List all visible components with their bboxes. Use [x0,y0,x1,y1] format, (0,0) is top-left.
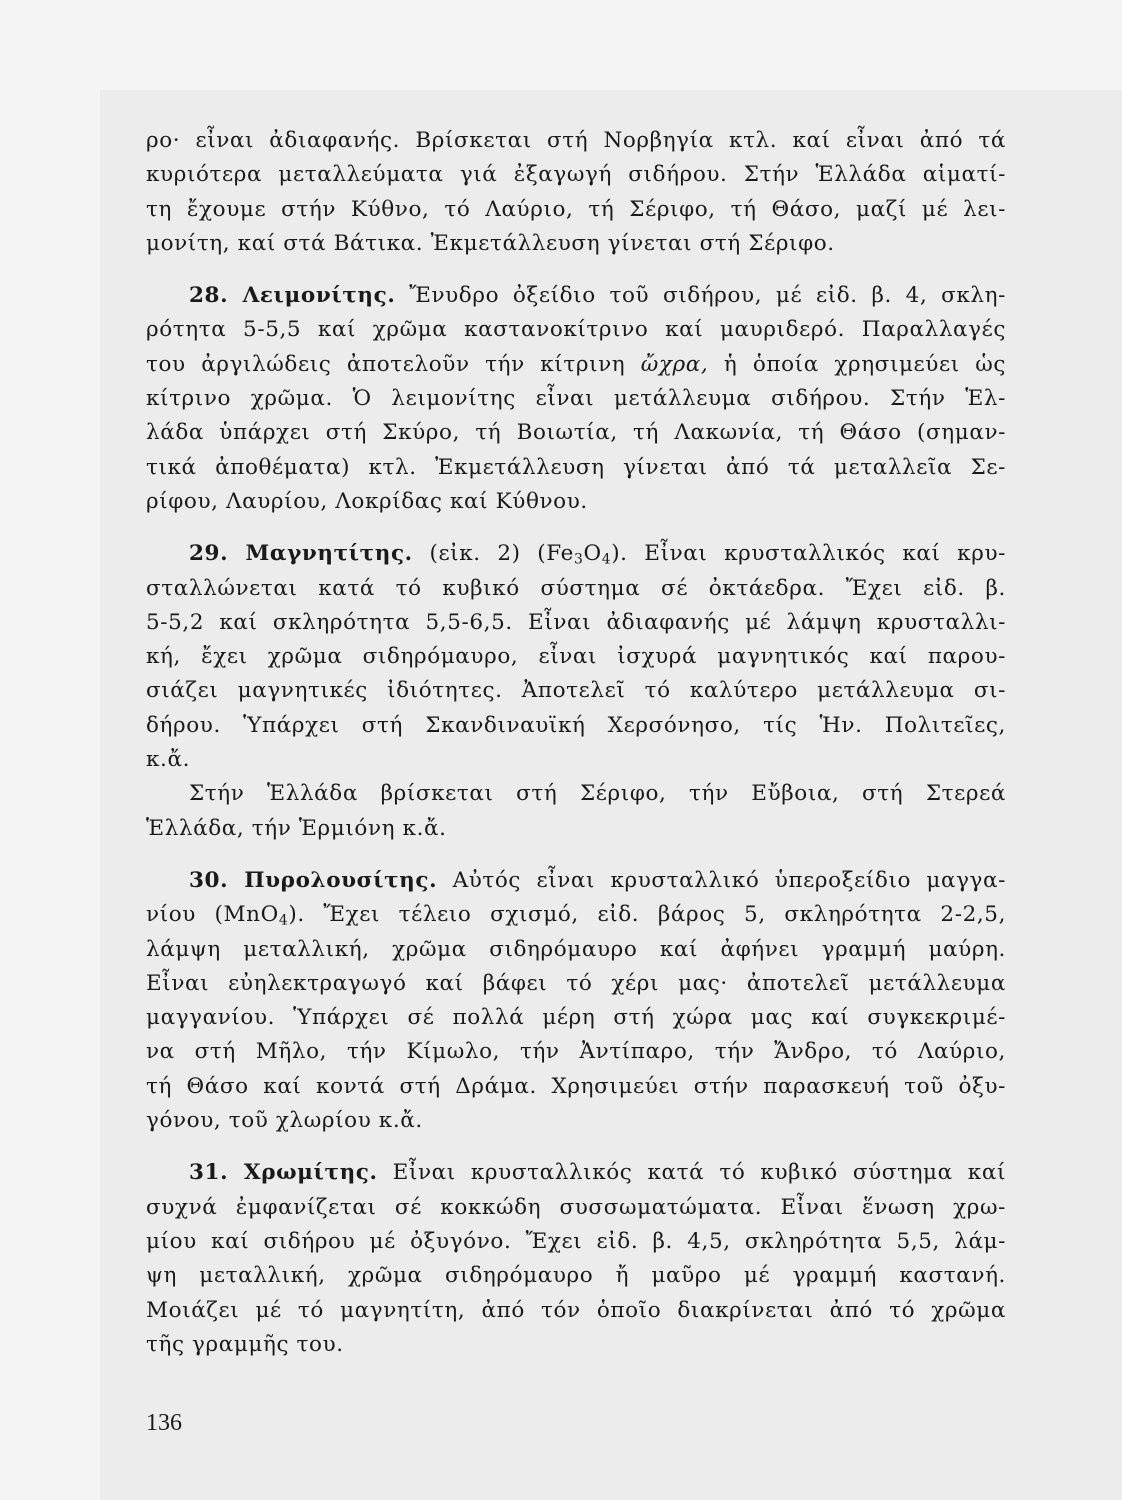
section-heading-magnetite: 29. Μαγνητίτης. [189,541,413,567]
text-line: Στήν Ἑλλάδα βρίσκεται στή Σέριφο, τήν Εὔβοια, στή Στερεά [189,781,1006,807]
text-line: τῆς γραμμῆς του. [146,1331,344,1357]
section-heading-chromite: 31. Χρωμίτης. [189,1160,378,1186]
text-line: ψη μεταλλική, χρῶμα σιδηρόμαυρο ἤ μαῦρο μέ γραμμή καστανή. [146,1263,1006,1289]
paragraph-pyrolusite [146,864,1006,1138]
text-line: Εἶναι εὐηλεκτραγωγό καί βάφει τό χέρι μας· ἀποτελεῖ μετάλλευμα [146,970,1006,996]
section-heading-limonite: 28. Λειμονίτης. [189,283,396,309]
paragraph-chromite [146,1156,1006,1362]
text-span: Εἶναι κρυσταλλικός κατά τό κυβικό σύστημα καί [392,1160,1006,1186]
ochre-term: ὤχρα, [640,351,709,377]
text-line: μονίτη, καί στά Βάτικα. Ἐκμετάλλευση γίνεται στή Σέριφο. [146,230,835,256]
text-line: μαγγανίου. Ὑπάρχει σέ πολλά μέρη στή χώρα μας καί συγκεκριμέ- [146,1005,1006,1031]
text-span: του ἀργιλώδεις ἀποτελοῦν τήν κίτρινη [146,351,626,377]
text-line: μίου καί σιδήρου μέ ὀξυγόνο. Ἔχει εἰδ. β. 4,5, σκληρότητα 5,5, λάμ- [146,1228,1006,1254]
text-line: νίου (MnO$_4$). Ἔχει τέλειο σχισμό, εἰδ. βάρος 5, σκληρότητα 2-2,5, [146,902,1006,929]
text-line [146,537,1006,571]
text-line: κυριότερα μεταλλεύματα γιά ἐξαγωγή σιδήρου. Στήν Ἑλλάδα αἱματί- [146,162,1006,188]
text-line: ρο· εἶναι ἀδιαφανής. Βρίσκεται στή Νορβηγία κτλ. καί εἶναι ἀπό τά [146,128,1006,153]
text-span: Ἔνυδρο ὀξείδιο τοῦ σιδήρου, μέ εἰδ. β. 4, σκλη- [409,283,1007,309]
text-line [146,279,1006,313]
text-line: τη ἔχουμε στήν Κύθνο, τό Λαύριο, τή Σέριφο, τή Θάσο, μαζί μέ λει- [146,196,1006,222]
text-line: κ.ἄ. [146,747,191,773]
text-span: (εἰκ. 2) $(Fe_3O_4)$. Εἶναι κρυσταλλικός καί κρυ- [429,541,1006,568]
text-span: ἡ ὁποία χρησιμεύει ὡς [723,351,1007,377]
text-line: Μοιάζει μέ τό μαγνητίτη, ἀπό τόν ὁποῖο διακρίνεται ἀπό τό χρῶμα [146,1297,1006,1323]
paragraph-magnetite [146,537,1006,846]
paragraph-limonite [146,279,1006,519]
text-line: σιάζει μαγνητικές ἰδιότητες. Ἀποτελεῖ τό καλύτερο μετάλλευμα σι- [146,678,1006,704]
text-line: λάδα ὑπάρχει στή Σκύρο, τή Βοιωτία, τή Λακωνία, τή Θάσο (σημαν- [146,420,1006,446]
text-line: σταλλώνεται κατά τό κυβικό σύστημα σέ ὀκτάεδρα. Ἔχει εἰδ. β. [146,575,1006,601]
text-line: Ἑλλάδα, τήν Ἑρμιόνη κ.ἄ. [146,815,447,841]
text-span: Αὐτός εἶναι κρυσταλλικό ὑπεροξείδιο μαγγα- [452,867,1006,893]
text-line: κίτρινο χρῶμα. Ὁ λειμονίτης εἶναι μετάλλευμα σιδήρου. Στήν Ἑλ- [146,386,1006,412]
text-line [146,1156,1006,1190]
paragraph-continuation [146,124,1006,261]
text-line: να στή Μῆλο, τήν Κίμωλο, τήν Ἀντίπαρο, τήν Ἄνδρο, τό Λαύριο, [146,1039,1006,1065]
text-line [146,864,1006,898]
text-line: τή Θάσο καί κοντά στή Δράμα. Χρησιμεύει στήν παρασκευή τοῦ ὀξυ- [146,1073,1006,1099]
section-heading-pyrolusite: 30. Πυρολουσίτης. [189,867,438,893]
text-line: λάμψη μεταλλική, χρῶμα σιδηρόμαυρο καί ἀφήνει γραμμή μαύρη. [146,936,1006,962]
text-line: ρίφου, Λαυρίου, Λοκρίδας καί Κύθνου. [146,488,588,514]
text-line [146,348,1006,382]
text-line: συχνά ἐμφανίζεται σέ κοκκώδη συσσωματώματα. Εἶναι ἕνωση χρω- [146,1194,1006,1220]
text-line: κή, ἔχει χρῶμα σιδηρόμαυρο, εἶναι ἰσχυρά μαγνητικός καί παρου- [146,644,1006,670]
body-text [146,124,1006,1362]
text-line: δήρου. Ὑπάρχει στή Σκανδιναυϊκή Χερσόνησο, τίς Ἡν. Πολιτεῖες, [146,712,1006,738]
page-number: 136 [146,1410,182,1436]
text-line: τικά ἀποθέματα) κτλ. Ἐκμετάλλευση γίνεται ἀπό τά μεταλλεῖα Σε- [146,454,1006,480]
text-line: ρότητα 5-5,5 καί χρῶμα καστανοκίτρινο καί μαυριδερό. Παραλλαγές [146,317,1006,343]
text-line: γόνου, τοῦ χλωρίου κ.ἄ. [146,1108,423,1134]
text-line: 5-5,2 καί σκληρότητα 5,5-6,5. Εἶναι ἀδιαφανής μέ λάμψη κρυσταλλι- [146,609,1006,635]
